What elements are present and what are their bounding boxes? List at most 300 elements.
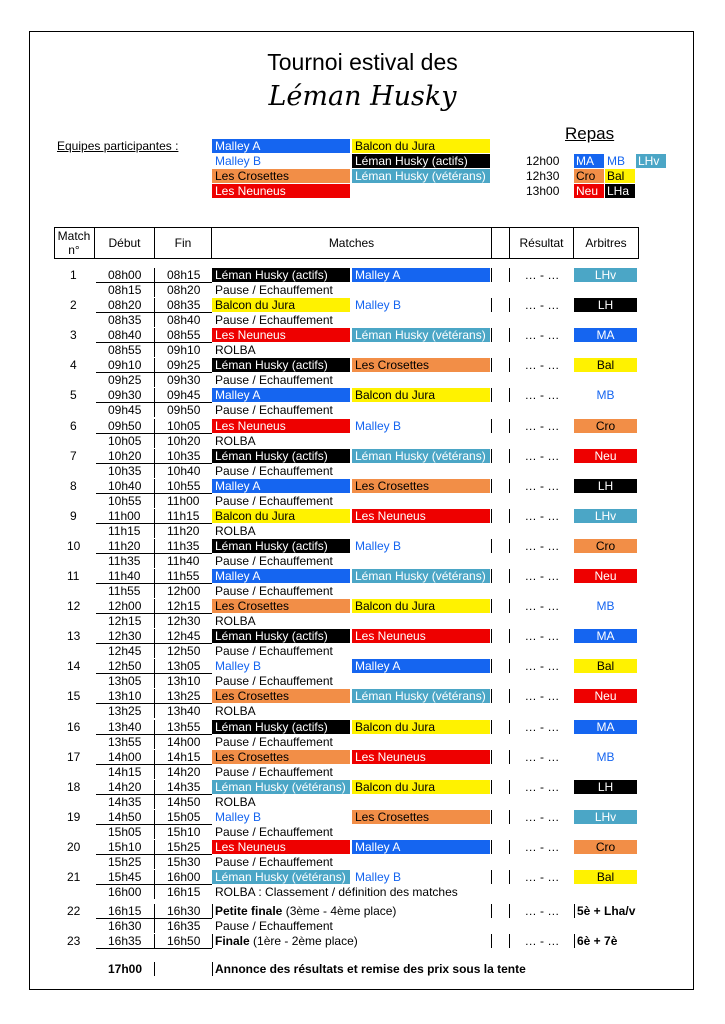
result-divider [509, 659, 510, 673]
match-team-2: Léman Husky (vétérans) [352, 328, 490, 342]
result-divider [509, 629, 510, 643]
match-start: 08h00 [108, 268, 142, 282]
result-placeholder: … - … [524, 298, 560, 313]
result-divider [509, 840, 510, 854]
result-placeholder: … - … [524, 268, 560, 282]
closing-text: Annonce des résultats et remise des prix sous la tente [215, 962, 526, 976]
result-placeholder: … - … [524, 659, 560, 674]
match-end: 14h15 [167, 749, 201, 764]
break-end: 10h20 [167, 433, 201, 448]
match-number: 12 [67, 599, 81, 614]
result-placeholder: … - … [524, 839, 560, 854]
referee-badge: Bal [574, 870, 637, 884]
break-text: Pause / Echauffement [215, 313, 333, 328]
match-team-1: Léman Husky (actifs) [212, 358, 350, 372]
match-number: 13 [67, 629, 81, 644]
closing-time: 17h00 [108, 962, 143, 976]
team-divider [491, 934, 492, 948]
match-start: 16h15 [108, 904, 142, 918]
result-divider [509, 689, 510, 703]
break-text: Pause / Echauffement [215, 854, 333, 869]
result-placeholder: … - … [524, 569, 560, 583]
repas-time: 12h00 [526, 154, 560, 168]
match-team-2: Léman Husky (vétérans) [352, 569, 490, 583]
match-number: 23 [67, 934, 81, 948]
result-divider [509, 298, 510, 312]
match-team-1: Les Neuneus [212, 328, 350, 342]
repas-team: MB [605, 154, 635, 168]
match-team-1: Balcon du Jura [212, 298, 350, 312]
break-end: 09h10 [167, 343, 201, 358]
match-start: 14h00 [108, 749, 142, 764]
team-divider [491, 388, 492, 402]
result-divider [509, 479, 510, 493]
match-start: 15h45 [108, 870, 142, 884]
referee-badge: Cro [574, 840, 637, 854]
match-end: 13h55 [167, 719, 201, 734]
break-start: 12h15 [108, 614, 142, 629]
result-placeholder: … - … [524, 448, 560, 463]
result-placeholder: … - … [524, 388, 560, 403]
match-start: 12h50 [108, 659, 142, 674]
match-end: 13h25 [167, 689, 201, 704]
break-start: 13h55 [108, 734, 142, 749]
break-start: 14h35 [108, 794, 142, 809]
referee-badge: Bal [574, 659, 637, 673]
result-divider [509, 449, 510, 463]
participants-label: Equipes participantes : [57, 139, 179, 153]
row-divider [154, 283, 155, 297]
row-divider [154, 584, 155, 598]
break-end: 16h15 [167, 885, 201, 899]
break-start: 10h05 [108, 433, 142, 448]
participant-team: Balcon du Jura [352, 139, 490, 153]
break-text: Pause / Echauffement [215, 283, 333, 297]
match-team-2: Malley A [352, 268, 490, 282]
final-name: Finale [215, 934, 250, 948]
referee-badge: MA [574, 720, 637, 734]
row-divider [212, 934, 213, 948]
final-detail: (3ème - 4ème place) [282, 904, 397, 918]
row-divider [154, 554, 155, 568]
row-divider [154, 659, 155, 673]
match-start: 09h10 [108, 358, 142, 373]
match-number: 10 [67, 538, 81, 553]
match-team-2: Léman Husky (vétérans) [352, 689, 490, 703]
row-divider [154, 539, 155, 553]
row-divider [154, 810, 155, 824]
match-number: 5 [70, 388, 77, 403]
result-placeholder: … - … [524, 809, 560, 824]
result-placeholder: … - … [524, 749, 560, 764]
match-team-2: Les Crosettes [352, 358, 490, 372]
break-text: ROLBA [215, 523, 256, 538]
header-debut: Début [108, 236, 141, 250]
result-placeholder: … - … [524, 719, 560, 734]
break-end: 12h50 [167, 644, 201, 659]
team-divider [491, 419, 492, 433]
match-team-1: Les Crosettes [212, 750, 350, 764]
match-number: 18 [67, 779, 81, 794]
match-team-1: Léman Husky (actifs) [212, 539, 350, 553]
result-placeholder: … - … [524, 478, 560, 493]
match-start: 08h20 [108, 298, 142, 313]
participant-team: Malley B [212, 154, 350, 168]
match-team-1: Les Crosettes [212, 689, 350, 703]
team-divider [491, 509, 492, 523]
break-end: 16h35 [167, 919, 201, 933]
match-end: 09h25 [167, 358, 201, 373]
result-divider [509, 780, 510, 794]
break-text: ROLBA [215, 794, 256, 809]
row-divider [154, 780, 155, 794]
row-divider [154, 434, 155, 448]
team-divider [491, 840, 492, 854]
final-title [215, 934, 358, 948]
break-start: 16h30 [108, 919, 142, 933]
header-fin: Fin [174, 236, 192, 250]
row-divider [154, 328, 155, 342]
participant-team: Léman Husky (vétérans) [352, 169, 490, 183]
break-end: 11h20 [167, 523, 200, 538]
team-divider [491, 599, 492, 613]
match-end: 09h45 [167, 388, 201, 403]
match-team-2: Malley B [352, 419, 490, 433]
result-divider [509, 358, 510, 372]
break-end: 11h40 [167, 553, 200, 568]
referee-badge: LH [574, 298, 637, 312]
break-end: 15h10 [167, 824, 201, 839]
match-end: 10h05 [167, 418, 201, 433]
match-number: 14 [67, 659, 81, 674]
result-placeholder: … - … [524, 689, 560, 704]
result-divider [509, 934, 510, 948]
match-start: 12h30 [108, 629, 142, 644]
participant-team: Les Neuneus [212, 184, 350, 198]
team-divider [491, 689, 492, 703]
match-start: 13h10 [108, 689, 142, 704]
match-team-2: Léman Husky (vétérans) [352, 449, 490, 463]
match-number: 21 [67, 870, 81, 884]
break-end: 10h40 [167, 463, 201, 478]
match-team-1: Les Neuneus [212, 419, 350, 433]
break-start: 15h25 [108, 854, 142, 869]
break-start: 08h35 [108, 313, 142, 328]
result-divider [509, 268, 510, 282]
break-start: 09h25 [108, 373, 142, 388]
row-divider [154, 403, 155, 417]
match-team-2: Les Neuneus [352, 629, 490, 643]
break-end: 08h40 [167, 313, 201, 328]
row-divider [154, 825, 155, 839]
match-team-2: Malley B [352, 870, 490, 884]
team-divider [491, 750, 492, 764]
referee-badge: LHv [574, 268, 637, 282]
row-divider [154, 509, 155, 523]
row-divider [154, 840, 155, 854]
break-end: 09h30 [167, 373, 201, 388]
match-start: 11h00 [108, 508, 141, 523]
result-divider [509, 328, 510, 342]
team-divider [491, 268, 492, 282]
row-divider [154, 885, 155, 899]
match-team-2: Balcon du Jura [352, 780, 490, 794]
title-line2: Léman Husky [268, 81, 457, 112]
title-line1: Tournoi estival des [267, 49, 458, 75]
result-placeholder: … - … [524, 904, 560, 918]
match-number: 3 [70, 328, 77, 343]
row-divider [154, 855, 155, 869]
header-resultat: Résultat [519, 236, 564, 250]
break-end: 09h50 [167, 403, 201, 418]
match-start: 09h50 [108, 418, 142, 433]
row-divider [154, 674, 155, 688]
match-team-1: Les Neuneus [212, 840, 350, 854]
match-end: 16h50 [167, 934, 201, 948]
referee-badge: LHv [574, 509, 637, 523]
break-text: Pause / Echauffement [215, 824, 333, 839]
match-number: 1 [70, 268, 77, 282]
row-divider [154, 479, 155, 493]
break-text: Pause / Echauffement [215, 764, 333, 779]
referee-badge: LH [574, 780, 637, 794]
match-team-1: Léman Husky (actifs) [212, 629, 350, 643]
match-start: 14h50 [108, 809, 142, 824]
match-end: 12h45 [167, 629, 201, 644]
result-divider [509, 419, 510, 433]
repas-team: Bal [605, 169, 635, 183]
match-end: 10h55 [167, 478, 201, 493]
break-end: 13h10 [167, 674, 201, 689]
row-underline [96, 948, 212, 949]
match-team-1: Léman Husky (actifs) [212, 449, 350, 463]
repas-team: LHa [605, 184, 635, 198]
break-text: ROLBA : Classement / définition des matches [215, 885, 458, 899]
match-end: 08h35 [167, 298, 201, 313]
repas-team: MA [574, 154, 604, 168]
match-team-2: Balcon du Jura [352, 720, 490, 734]
header-match: Match n° [57, 229, 91, 257]
row-divider [154, 343, 155, 357]
referee-badge: MA [574, 328, 637, 342]
result-placeholder: … - … [524, 629, 560, 644]
match-team-1: Les Crosettes [212, 599, 350, 613]
result-divider [509, 810, 510, 824]
break-start: 11h55 [108, 584, 141, 598]
break-start: 11h35 [108, 553, 141, 568]
match-start: 09h30 [108, 388, 142, 403]
row-divider [154, 298, 155, 312]
row-divider [154, 599, 155, 613]
team-divider [491, 539, 492, 553]
repas-time: 12h30 [526, 169, 560, 183]
match-team-2: Balcon du Jura [352, 388, 490, 402]
row-divider [154, 569, 155, 583]
break-text: Pause / Echauffement [215, 919, 333, 933]
participant-team: Les Crosettes [212, 169, 350, 183]
break-start: 13h05 [108, 674, 142, 689]
row-divider [154, 735, 155, 749]
match-team-1: Malley A [212, 479, 350, 493]
match-start: 08h40 [108, 328, 142, 343]
match-start: 16h35 [108, 934, 142, 948]
result-divider [509, 720, 510, 734]
participant-team: Malley A [212, 139, 350, 153]
row-divider [154, 449, 155, 463]
team-divider [491, 870, 492, 884]
break-start: 09h45 [108, 403, 142, 418]
result-placeholder: … - … [524, 934, 560, 948]
break-text: Pause / Echauffement [215, 734, 333, 749]
result-divider [509, 569, 510, 583]
result-placeholder: … - … [524, 418, 560, 433]
break-end: 13h40 [167, 704, 201, 719]
match-start: 14h20 [108, 779, 142, 794]
row-divider [154, 919, 155, 933]
repas-team: Neu [574, 184, 604, 198]
team-divider [491, 449, 492, 463]
match-start: 10h20 [108, 448, 142, 463]
referee-badge: MB [574, 750, 637, 764]
row-divider [154, 795, 155, 809]
result-divider [509, 870, 510, 884]
match-end: 15h05 [167, 809, 201, 824]
referee-badge: MB [574, 388, 637, 402]
break-start: 10h35 [108, 463, 142, 478]
row-divider [154, 313, 155, 327]
team-divider [491, 659, 492, 673]
match-number: 6 [70, 418, 77, 433]
repas-team: LHv [636, 154, 666, 168]
result-divider [509, 750, 510, 764]
result-placeholder: … - … [524, 358, 560, 373]
row-divider [154, 904, 155, 918]
result-placeholder: … - … [524, 328, 560, 343]
row-divider [154, 268, 155, 282]
row-divider [154, 704, 155, 718]
participant-team: Léman Husky (actifs) [352, 154, 490, 168]
row-divider [154, 644, 155, 658]
break-text: ROLBA [215, 614, 256, 629]
final-detail: (1ère - 2ème place) [249, 934, 358, 948]
team-divider [491, 904, 492, 918]
row-divider [154, 358, 155, 372]
match-end: 08h15 [167, 268, 201, 282]
match-start: 11h40 [108, 569, 141, 583]
break-end: 12h00 [167, 584, 201, 598]
break-text: Pause / Echauffement [215, 674, 333, 689]
row-divider [154, 720, 155, 734]
break-end: 15h30 [167, 854, 201, 869]
match-number: 19 [67, 809, 81, 824]
referee-badge: MA [574, 629, 637, 643]
row-divider [154, 373, 155, 387]
row-divider [154, 750, 155, 764]
match-team-1: Balcon du Jura [212, 509, 350, 523]
break-text: Pause / Echauffement [215, 644, 333, 659]
break-text: ROLBA [215, 704, 256, 719]
match-number: 9 [70, 508, 77, 523]
row-divider [154, 419, 155, 433]
team-divider [491, 569, 492, 583]
match-team-2: Malley A [352, 659, 490, 673]
break-text: Pause / Echauffement [215, 584, 333, 598]
break-end: 14h50 [167, 794, 201, 809]
match-team-1: Léman Husky (actifs) [212, 268, 350, 282]
break-text: Pause / Echauffement [215, 493, 333, 508]
break-text: Pause / Echauffement [215, 403, 333, 418]
result-divider [509, 509, 510, 523]
final-referees: 6è + 7è [577, 934, 618, 948]
match-start: 10h40 [108, 478, 142, 493]
match-team-1: Léman Husky (vétérans) [212, 870, 350, 884]
result-divider [509, 539, 510, 553]
match-team-2: Les Crosettes [352, 479, 490, 493]
match-end: 08h55 [167, 328, 201, 343]
result-divider [574, 904, 575, 918]
break-start: 08h15 [108, 283, 142, 297]
match-team-1: Malley A [212, 388, 350, 402]
result-divider [509, 599, 510, 613]
team-divider [491, 358, 492, 372]
match-start: 15h10 [108, 839, 142, 854]
break-text: Pause / Echauffement [215, 463, 333, 478]
match-number: 2 [70, 298, 77, 313]
match-end: 12h15 [167, 599, 201, 614]
result-placeholder: … - … [524, 870, 560, 884]
match-end: 16h00 [167, 870, 201, 884]
referee-badge: Cro [574, 419, 637, 433]
header-matches: Matches [328, 236, 375, 250]
match-end: 11h55 [167, 569, 200, 583]
break-end: 11h00 [167, 493, 200, 508]
break-start: 10h55 [108, 493, 142, 508]
match-team-2: Les Neuneus [352, 509, 490, 523]
team-divider [491, 479, 492, 493]
match-number: 16 [67, 719, 81, 734]
row-divider [154, 524, 155, 538]
result-divider [509, 904, 510, 918]
final-name: Petite finale [215, 904, 283, 918]
match-end: 11h15 [167, 508, 200, 523]
break-end: 12h30 [167, 614, 201, 629]
break-end: 08h20 [167, 283, 201, 297]
result-placeholder: … - … [524, 599, 560, 614]
match-start: 13h40 [108, 719, 142, 734]
break-text: ROLBA [215, 343, 256, 358]
referee-badge: Neu [574, 569, 637, 583]
break-start: 16h00 [108, 885, 142, 899]
referee-badge: LH [574, 479, 637, 493]
break-text: ROLBA [215, 433, 256, 448]
match-team-2: Les Crosettes [352, 810, 490, 824]
match-team-2: Balcon du Jura [352, 599, 490, 613]
referee-badge: Bal [574, 358, 637, 372]
match-team-1: Malley B [212, 659, 350, 673]
match-end: 10h35 [167, 448, 201, 463]
match-team-1: Malley B [212, 810, 350, 824]
team-divider [491, 720, 492, 734]
match-number: 7 [70, 448, 77, 463]
row-divider [154, 614, 155, 628]
final-referees: 5è + Lha/v [577, 904, 636, 918]
match-team-2: Malley A [352, 840, 490, 854]
match-number: 4 [70, 358, 77, 373]
match-number: 22 [67, 904, 81, 918]
referee-badge: Cro [574, 539, 637, 553]
row-divider [154, 629, 155, 643]
repas-team: Cro [574, 169, 604, 183]
